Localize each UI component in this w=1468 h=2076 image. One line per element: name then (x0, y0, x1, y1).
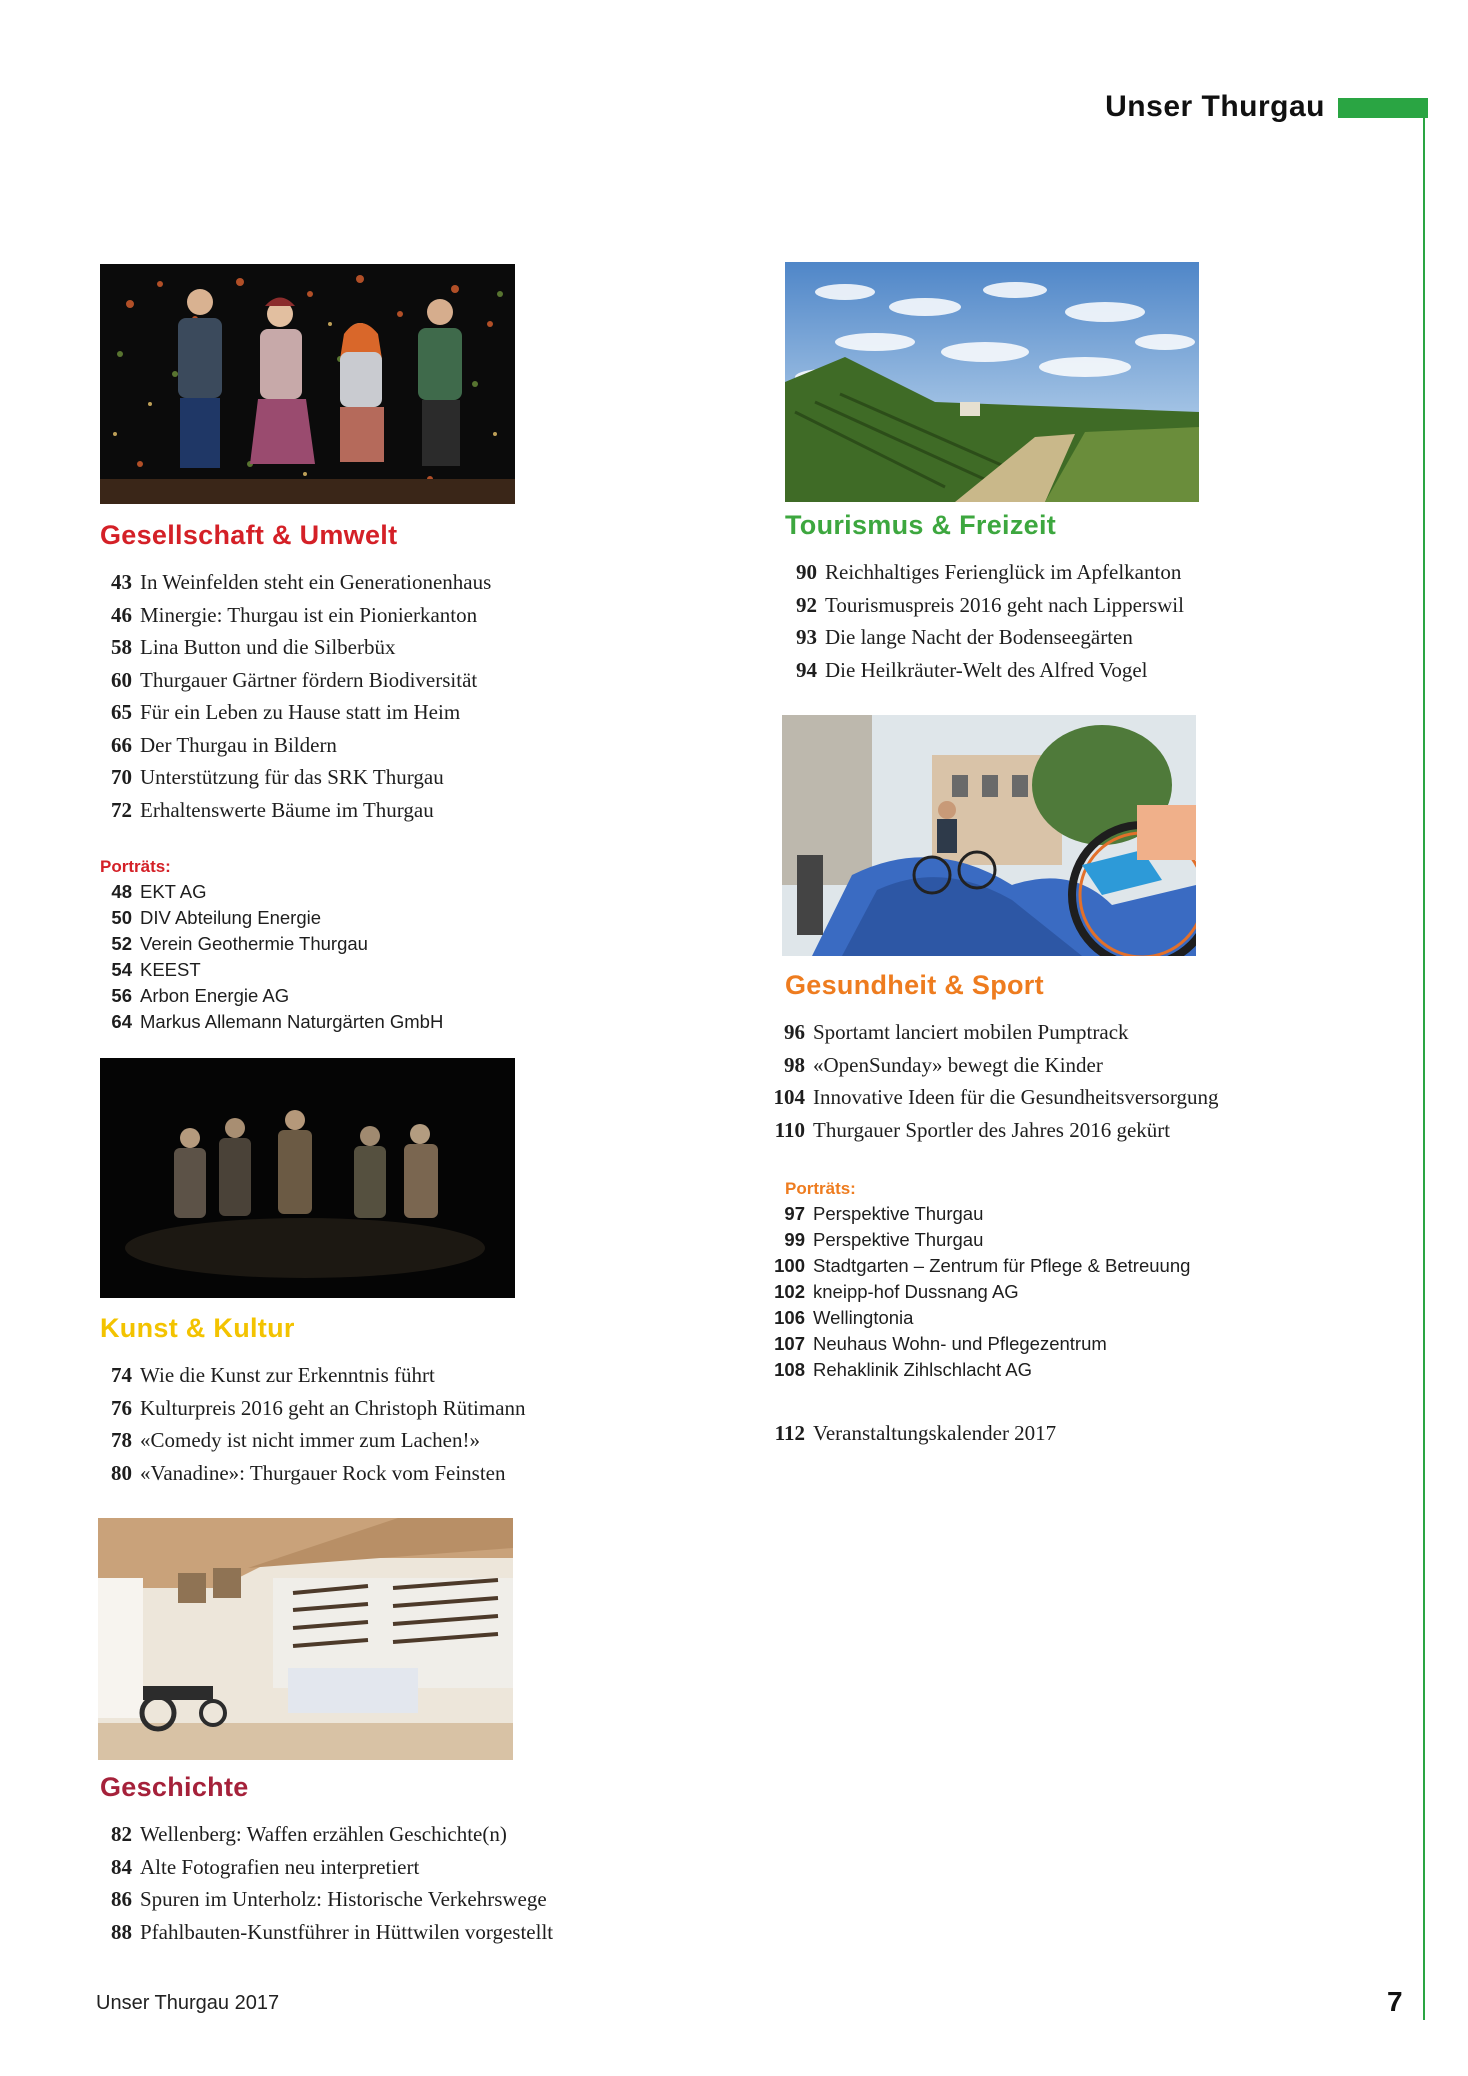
toc-page: 86 (111, 1887, 132, 1911)
portrait-page: 97 (784, 1203, 805, 1224)
portrait-title: Verein Geothermie Thurgau (140, 933, 368, 954)
toc-page: 96 (784, 1020, 805, 1044)
toc-title: Minergie: Thurgau ist ein Pionierkanton (140, 602, 478, 627)
portrait-item[interactable] (768, 1201, 1190, 1227)
section-title-gesundheit: Gesundheit & Sport (785, 970, 1044, 1000)
portrait-item[interactable] (100, 879, 443, 905)
toc-page: 58 (111, 635, 132, 659)
portrait-title: Arbon Energie AG (140, 985, 290, 1006)
footer-year: 2017 (234, 1992, 280, 2014)
portrait-item[interactable] (100, 983, 443, 1009)
toc-title: Die Heilkräuter-Welt des Alfred Vogel (825, 657, 1148, 682)
portrait-title: EKT AG (140, 881, 207, 902)
portrait-item[interactable] (768, 1357, 1190, 1383)
section-title-geschichte: Geschichte (100, 1772, 249, 1802)
portrait-page: 48 (111, 881, 132, 902)
toc-title: Erhaltenswerte Bäume im Thurgau (140, 797, 434, 822)
toc-item[interactable] (768, 1016, 1219, 1049)
toc-page: 93 (796, 625, 817, 649)
toc-page: 84 (111, 1854, 132, 1879)
toc-item[interactable] (100, 1851, 553, 1884)
toc-gesellschaft (100, 566, 491, 826)
toc-item[interactable] (768, 1114, 1219, 1147)
portrait-page: 54 (111, 959, 132, 980)
toc-title: Für ein Leben zu Hause statt im Heim (140, 700, 461, 724)
toc-page: 43 (111, 570, 132, 594)
toc-page: 104 (773, 1085, 805, 1109)
portrait-item[interactable] (100, 1009, 443, 1035)
section-title-tourismus: Tourismus & Freizeit (785, 510, 1057, 540)
toc-item[interactable] (100, 566, 491, 599)
portrait-page: 99 (784, 1229, 805, 1250)
toc-item[interactable] (768, 1081, 1219, 1114)
portraits-list-gesellschaft (100, 879, 443, 1035)
toc-item[interactable] (100, 729, 491, 762)
portrait-item[interactable] (100, 957, 443, 983)
toc-kalender (768, 1417, 1056, 1450)
toc-item[interactable] (100, 696, 491, 729)
toc-item[interactable] (100, 1457, 526, 1490)
portrait-page: 100 (774, 1255, 805, 1276)
toc-page: 65 (111, 700, 132, 724)
toc-item[interactable] (100, 1424, 526, 1457)
toc-item[interactable] (100, 1818, 553, 1851)
toc-item[interactable] (100, 664, 491, 697)
toc-title: Kulturpreis 2016 geht an Christoph Rütimann (140, 1395, 526, 1420)
portrait-page: 52 (111, 933, 132, 954)
portraits-heading-gesellschaft: Porträts: (100, 857, 171, 876)
toc-item[interactable] (100, 761, 491, 794)
toc-item[interactable] (100, 631, 491, 664)
toc-item[interactable] (785, 589, 1184, 622)
toc-item[interactable] (768, 1049, 1219, 1082)
section-title-kunst: Kunst & Kultur (100, 1313, 295, 1343)
toc-title: Reichhaltiges Ferienglück im Apfelkanton (825, 560, 1182, 584)
portrait-page: 56 (111, 985, 132, 1006)
toc-item[interactable] (100, 794, 491, 827)
portrait-page: 102 (774, 1281, 805, 1302)
toc-item[interactable] (100, 599, 491, 632)
portrait-title: Stadtgarten – Zentrum für Pflege & Betreuung (813, 1255, 1191, 1276)
footer-title: Unser Thurgau (96, 1992, 230, 2014)
portrait-title: DIV Abteilung Energie (140, 907, 322, 928)
toc-page: 80 (111, 1460, 132, 1485)
toc-title: Spuren im Unterholz: Historische Verkehrswege (140, 1887, 547, 1911)
toc-page: 90 (796, 560, 817, 584)
toc-title: «Comedy ist nicht immer zum Lachen!» (140, 1428, 480, 1452)
toc-page: 70 (111, 765, 132, 789)
toc-title: Wie die Kunst zur Erkenntnis führt (140, 1363, 435, 1387)
toc-title: Tourismuspreis 2016 geht nach Lipperswil (825, 592, 1184, 617)
toc-page: 94 (796, 657, 817, 682)
toc-item[interactable] (785, 556, 1184, 589)
portrait-item[interactable] (768, 1305, 1190, 1331)
footer-publication (96, 1992, 279, 2015)
toc-item[interactable] (100, 1916, 553, 1949)
page-number: 7 (1387, 1986, 1403, 2017)
toc-item[interactable] (100, 1392, 526, 1425)
portrait-title: Markus Allemann Naturgärten GmbH (140, 1011, 444, 1032)
portrait-page: 50 (111, 907, 132, 928)
header-title: Unser Thurgau (1105, 90, 1325, 123)
toc-title: «Vanadine»: Thurgauer Rock vom Feinsten (140, 1460, 506, 1485)
toc-page: 112 (774, 1421, 805, 1445)
toc-item[interactable] (785, 621, 1184, 654)
toc-item[interactable] (768, 1417, 1056, 1450)
vineyard-landscape-photo (785, 262, 1199, 502)
portrait-title: KEEST (140, 959, 201, 980)
toc-title: Veranstaltungskalender 2017 (813, 1421, 1057, 1445)
portraits-list-gesundheit (768, 1201, 1190, 1383)
toc-page: 92 (796, 592, 817, 617)
portrait-item[interactable] (100, 905, 443, 931)
weapons-museum-photo (98, 1518, 513, 1760)
header-accent-bar (1338, 98, 1428, 118)
toc-page: 46 (111, 602, 132, 627)
toc-kunst (100, 1359, 526, 1489)
toc-page: 66 (111, 732, 132, 757)
portrait-title: Wellingtonia (813, 1307, 914, 1328)
portrait-title: Perspektive Thurgau (813, 1229, 984, 1250)
toc-gesundheit (768, 1016, 1219, 1146)
portraits-heading-gesundheit: Porträts: (785, 1179, 856, 1198)
toc-page: 110 (774, 1117, 805, 1142)
toc-title: In Weinfelden steht ein Generationenhaus (140, 570, 492, 594)
toc-title: Die lange Nacht der Bodenseegärten (825, 625, 1133, 649)
toc-item[interactable] (100, 1359, 526, 1392)
toc-page: 88 (111, 1919, 132, 1944)
toc-item[interactable] (785, 654, 1184, 687)
portrait-item[interactable] (768, 1331, 1190, 1357)
toc-title: Pfahlbauten-Kunstführer in Hüttwilen vorgestellt (140, 1919, 554, 1944)
toc-title: Wellenberg: Waffen erzählen Geschichte(n) (140, 1822, 507, 1846)
portrait-page: 107 (774, 1333, 805, 1354)
toc-title: Thurgauer Gärtner fördern Biodiversität (140, 667, 478, 692)
portrait-page: 106 (774, 1307, 805, 1328)
toc-page: 78 (111, 1428, 132, 1452)
toc-title: «OpenSunday» bewegt die Kinder (813, 1052, 1103, 1077)
toc-title: Lina Button und die Silberbüx (140, 635, 396, 659)
portrait-item[interactable] (100, 931, 443, 957)
toc-title: Thurgauer Sportler des Jahres 2016 gekürt (813, 1117, 1171, 1142)
portrait-title: Rehaklinik Zihlschlacht AG (813, 1359, 1033, 1380)
portrait-title: Perspektive Thurgau (813, 1203, 984, 1224)
page-edge-line (1423, 98, 1425, 2020)
toc-title: Der Thurgau in Bildern (140, 732, 337, 757)
toc-title: Innovative Ideen für die Gesundheitsversorgung (813, 1085, 1219, 1109)
portrait-title: Neuhaus Wohn- und Pflegezentrum (813, 1333, 1107, 1354)
portrait-page: 108 (774, 1359, 805, 1380)
stage-performers-photo (100, 1058, 515, 1298)
portrait-item[interactable] (768, 1227, 1190, 1253)
portrait-item[interactable] (768, 1279, 1190, 1305)
toc-title: Unterstützung für das SRK Thurgau (140, 765, 444, 789)
toc-geschichte (100, 1818, 553, 1948)
portrait-item[interactable] (768, 1253, 1190, 1279)
toc-page: 76 (111, 1395, 132, 1420)
portrait-page: 64 (111, 1011, 132, 1032)
section-title-gesellschaft: Gesellschaft & Umwelt (100, 520, 398, 550)
toc-page: 60 (111, 667, 132, 692)
toc-page: 82 (111, 1822, 132, 1846)
pumptrack-bikers-photo (782, 715, 1196, 956)
toc-item[interactable] (100, 1883, 553, 1916)
toc-tourismus (785, 556, 1184, 686)
theatre-group-photo (100, 264, 515, 504)
toc-page: 74 (111, 1363, 132, 1387)
toc-page: 72 (111, 797, 132, 822)
portrait-title: kneipp-hof Dussnang AG (813, 1281, 1019, 1302)
toc-title: Alte Fotografien neu interpretiert (140, 1854, 420, 1879)
toc-page: 98 (784, 1052, 805, 1077)
toc-title: Sportamt lanciert mobilen Pumptrack (813, 1020, 1129, 1044)
